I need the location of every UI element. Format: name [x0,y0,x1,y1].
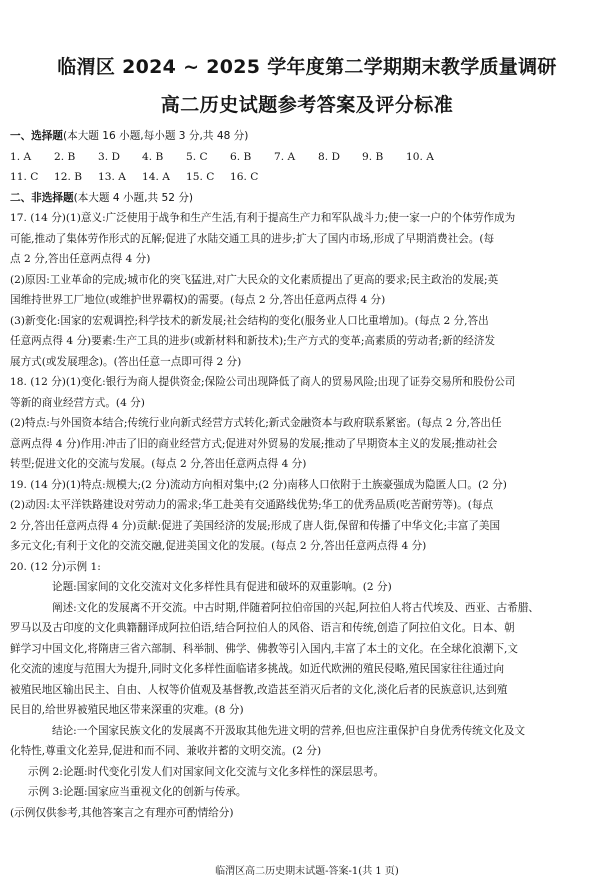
answer-item: 3. D [98,150,120,163]
answer-item: 14. A [142,171,170,183]
answer-item: 12. B [54,171,82,183]
answer-line: (2)原因:工业革命的完成;城市化的突飞猛进,对广大民众的文化素质提出了更高的要求;民主政治的发展;英 [10,273,499,286]
exam-title: 临渭区 2024 ~ 2025 学年度第二学期期末教学质量调研 [57,56,557,78]
answer-item: 7. A [274,150,296,163]
grading-note: (示例仅供参考,其他答案言之有理亦可酌情给分) [10,806,234,819]
answer-line: 国维持世界工厂地位(或维护世界霸权)的需要。(每点 2 分,答出任意两点得 4 分) [10,294,386,306]
answer-line: 可能,推动了集体劳作形式的瓦解;促进了水陆交通工具的进步;扩大了国内市场,形成了早期消费社会。(每 [10,232,495,245]
answer-item: 11. C [10,171,39,183]
section-heading: 二、非选择题 [10,191,74,204]
essay-argument-line: 被殖民地区输出民主、自由、人权等价值观及基督教,改造甚至消灭后者的文化,淡化后者的民族意识,达到殖 [10,683,508,696]
answer-line: 转型;促进文化的交流与发展。(每点 2 分,答出任意两点得 4 分) [10,458,307,470]
answer-line: 17. (14 分)(1)意义:广泛使用于战争和生产生活,有利于提高生产力和军队战斗力;使一家一户的个体劳作成为 [10,212,516,224]
answer-line: 任意两点得 4 分)要素:生产工具的进步(或新材料和新技术);生产方式的变革;高素质的劳动者;新的经济发 [10,335,496,347]
section-heading: 一、选择题 [10,130,63,142]
answer-line: 20. (12 分)示例 1: [10,560,101,573]
answer-item: 1. A [10,150,32,163]
answer-line: 多元文化;有利于文化的交流交融,促进美国文化的发展。(每点 2 分,答出任意两点得 4 分) [10,540,427,552]
essay-argument-line: 罗马以及古印度的文化典籍翻译成阿拉伯语,结合阿拉伯人的风俗、语言和传统,创造了阿拉伯文化。日本、朝 [10,622,515,634]
answer-item: 4. B [142,150,164,163]
section-description: (本大题 4 小题,共 52 分) [73,191,194,204]
section-non-choice [10,188,602,209]
answer-item: 9. B [362,150,384,163]
answer-row-2 [10,167,602,188]
answer-line: (3)新变化:国家的宏观调控;科学技术的新发展;社会结构的变化(服务业人口比重增加)。(每点 2 分,答出 [10,314,489,327]
answer-line: 等新的商业经营方式。(4 分) [10,396,145,409]
page-footer: 临渭区高二历史期末试题-答案-1(共 1 页) [215,866,399,877]
answer-line: 展方式(或发展理念)。(答出任意一点即可得 2 分) [10,355,242,368]
essay-conclusion-line: 化特性,尊重文化差异,促进和而不同、兼收并蓄的文明交流。(2 分) [10,745,322,757]
essay-argument-line: 鲜学习中国文化,将隋唐三省六部制、科举制、佛学、佛教等引入国内,丰富了本土的文化。在全球化浪潮下,文 [10,642,519,655]
essay-thesis: 论题:国家间的文化交流对文化多样性具有促进和破坏的双重影响。(2 分) [52,581,392,593]
answer-item: 2. B [54,150,76,163]
essay-argument-line: 民目的,给世界被殖民地区带来深重的灾难。(8 分) [10,704,244,716]
answer-line: 点 2 分,答出任意两点得 4 分) [10,253,151,265]
section-multiple-choice [10,126,602,147]
essay-argument-line: 阐述:文化的发展离不开交流。中古时期,伴随着阿拉伯帝国的兴起,阿拉伯人将古代埃及、西亚、古希腊、 [52,601,540,614]
section-description: (本大题 16 小题,每小题 3 分,共 48 分) [62,130,249,142]
answer-item: 8. D [318,150,340,163]
answer-line: 19. (14 分)(1)特点:规模大;(2 分)流动方向相对集中;(2 分)南移人口依附于土族豪强成为隐匿人口。(2 分) [10,478,507,491]
answer-row-1 [10,147,602,168]
essay-example-2: 示例 2:论题:时代变化引发人们对国家间文化交流与文化多样性的深层思考。 [28,765,385,778]
essay-argument-line: 化交流的速度与范围大为提升,同时文化多样性面临诸多挑战。如近代欧洲的殖民侵略,殖民国家往往通过向 [10,663,505,675]
essay-example-3: 示例 3:论题:国家应当重视文化的创新与传承。 [28,786,247,798]
answer-body [10,126,602,823]
answer-item: 6. B [230,150,252,163]
answer-item: 13. A [98,171,126,183]
answer-item: 15. C [186,171,215,183]
essay-conclusion-line: 结论:一个国家民族文化的发展离不开汲取其他先进文明的营养,但也应注重保护自身优秀传统文化及文 [52,724,526,737]
answer-item: 16. C [230,171,259,183]
answer-line: (2)特点:与外国资本结合;传统行业向新式经营方式转化;新式金融资本与政府联系紧密。(每点 2 分,答出任 [10,417,502,429]
answer-line: 意两点得 4 分)作用:冲击了旧的商业经营方式;促进对外贸易的发展;推动了早期资本主义的发展;推动社会 [10,437,498,450]
answer-line: 2 分,答出任意两点得 4 分)贡献:促进了美国经济的发展;形成了唐人街,保留和传播了中华文化;丰富了美国 [10,519,501,532]
answer-item: 10. A [406,150,434,163]
answer-line: (2)动因:太平洋铁路建设对劳动力的需求;华工赴美有交通路线优势;华工的优秀品质(吃苦耐劳等)。(每点 [10,499,494,511]
exam-subtitle: 高二历史试题参考答案及评分标准 [160,94,454,116]
answer-item: 5. C [186,150,208,163]
answer-line: 18. (12 分)(1)变化:银行为商人提供资金;保险公司出现降低了商人的贸易风险;出现了证券交易所和股份公司 [10,376,516,388]
